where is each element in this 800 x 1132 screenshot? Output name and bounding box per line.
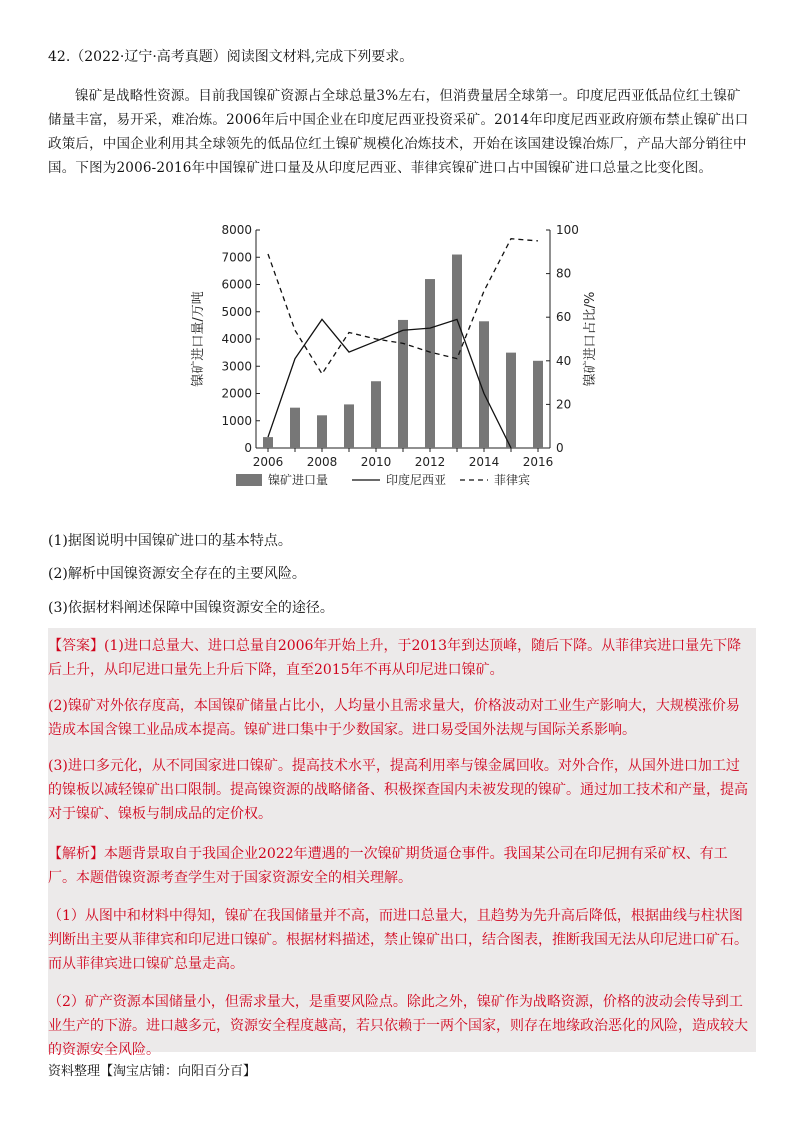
import-bar xyxy=(317,415,327,448)
material-paragraph: 镍矿是战略性资源。目前我国镍矿资源占全球总量3%左右，但消费量居全球第一。印度尼西亚低品位红土镍矿储量丰富，易开采，难冶炼。2006年后中国企业在印度尼西亚投资采矿。2014年印度尼西亚政府颁布禁止镍矿出口政策后，中国企业利用其全球领先的低品位红土镍矿规模化冶炼技术，开始在该国建设镍冶炼厂，产品大部分销往中国。下图为2006-2016年中国镍矿进口量及从印度尼西亚、菲律宾镍矿进口占中国镍矿进口总量之比变化图。 xyxy=(48,88,749,176)
import-bar xyxy=(398,320,408,448)
y-right-tick-label: 40 xyxy=(556,353,572,368)
y-left-tick-label: 6000 xyxy=(221,277,252,292)
analysis-intro-text: 本题背景取自于我国企业2022年遭遇的一次镍矿期货逼仓事件。我国某公司在印尼拥有采矿权、有工厂。本题借镍资源考查学生对于国家资源安全的相关理解。 xyxy=(48,846,728,886)
x-tick-label: 2016 xyxy=(522,455,554,469)
analysis-tag: 【解析】 xyxy=(48,846,104,862)
import-bar xyxy=(506,353,516,448)
y-right-tick-label: 0 xyxy=(556,441,564,455)
x-tick-label: 2010 xyxy=(360,455,392,469)
y-left-tick-label: 4000 xyxy=(221,332,252,346)
indonesia-line xyxy=(268,319,511,448)
legend-philippines-label: 菲律宾 xyxy=(494,473,531,487)
y-right-tick-label: 20 xyxy=(556,397,572,412)
question-header: 42.（2022·辽宁·高考真题）阅读图文材料,完成下列要求。 xyxy=(48,49,414,65)
y-right-tick-label: 80 xyxy=(556,266,572,281)
question-1: (1)据图说明中国镍矿进口的基本特点。 xyxy=(48,533,292,549)
answer-tag: 【答案】 xyxy=(48,638,104,654)
analysis-1: （1）从图中和材料中得知，镍矿在我国储量并不高，而进口总量大，且趋势为先升高后降低，根据曲线与柱状图判断出主要从菲律宾和印尼进口镍矿。根据材料描述，禁止镍矿出口，结合图表，推断我国无法从印尼进口矿石。而从菲律宾进口镍矿总量走高。 xyxy=(48,908,748,972)
x-tick-label: 2012 xyxy=(414,455,446,469)
footer-source: 资料整理【淘宝店铺：向阳百分百】 xyxy=(48,1064,257,1079)
answer-3: (3)进口多元化，从不同国家进口镍矿。提高技术水平，提高利用率与镍金属回收。对外合作，从国外进口加工过的镍板以减轻镍矿出口限制。提高镍资源的战略储备、积极探查国内未被发现的镍矿。通过加工技术和产量，提高对于镍矿、镍板与制成品的定价权。 xyxy=(48,758,748,822)
x-tick-label: 2006 xyxy=(252,455,284,469)
y-left-axis-label: 镍矿进口量/万吨 xyxy=(191,291,206,387)
chart-svg xyxy=(190,212,610,502)
question-2: (2)解析中国镍资源安全存在的主要风险。 xyxy=(48,566,306,582)
legend-bar-label: 镍矿进口量 xyxy=(268,473,329,487)
y-left-tick-label: 2000 xyxy=(221,386,252,401)
answer-1-text: (1)进口总量大、进口总量自2006年开始上升，于2013年到达顶峰，随后下降。从菲律宾进口量先下降后上升，从印尼进口量先上升后下降，直至2015年不再从印尼进口镍矿。 xyxy=(48,638,742,678)
import-bar xyxy=(425,279,435,448)
answer-1 xyxy=(48,634,748,682)
analysis-intro xyxy=(48,842,748,890)
analysis-2: （2）矿产资源本国储量小，但需求量大，是重要风险点。除此之外，镍矿作为战略资源，价格的波动会传导到工业生产的下游。进口越多元，资源安全程度越高，若只依赖于一两个国家，则存在地缘政治恶化的风险，造成较大的资源安全风险。 xyxy=(48,994,748,1058)
y-right-axis-label: 镍矿进口占比/% xyxy=(583,291,598,387)
y-left-tick-label: 7000 xyxy=(221,250,252,265)
question-3: (3)依据材料阐述保障中国镍资源安全的途径。 xyxy=(48,600,334,616)
y-left-tick-label: 0 xyxy=(244,441,252,455)
legend-bar-swatch xyxy=(236,474,262,486)
import-bar xyxy=(533,361,543,448)
y-left-tick-label: 3000 xyxy=(221,359,252,374)
answer-2: (2)镍矿对外依存度高，本国镍矿储量占比小，人均量小且需求量大，价格波动对工业生产影响大，大规模涨价易造成本国含镍工业品成本提高。镍矿进口集中于少数国家。进口易受国外法规与国际关系影响。 xyxy=(48,698,740,738)
legend-indonesia-label: 印度尼西亚 xyxy=(386,473,447,487)
y-left-tick-label: 5000 xyxy=(221,304,252,319)
y-left-tick-label: 1000 xyxy=(221,413,252,428)
y-left-tick-label: 8000 xyxy=(221,223,252,237)
import-bar xyxy=(290,408,300,448)
answer-box xyxy=(48,628,756,1052)
import-bar xyxy=(371,381,381,448)
import-bar xyxy=(263,437,273,448)
y-right-tick-label: 100 xyxy=(556,223,579,237)
y-right-tick-label: 60 xyxy=(556,310,572,325)
x-tick-label: 2008 xyxy=(306,455,338,469)
x-tick-label: 2014 xyxy=(468,455,500,469)
import-bar xyxy=(344,404,354,448)
nickel-import-chart xyxy=(190,212,610,506)
